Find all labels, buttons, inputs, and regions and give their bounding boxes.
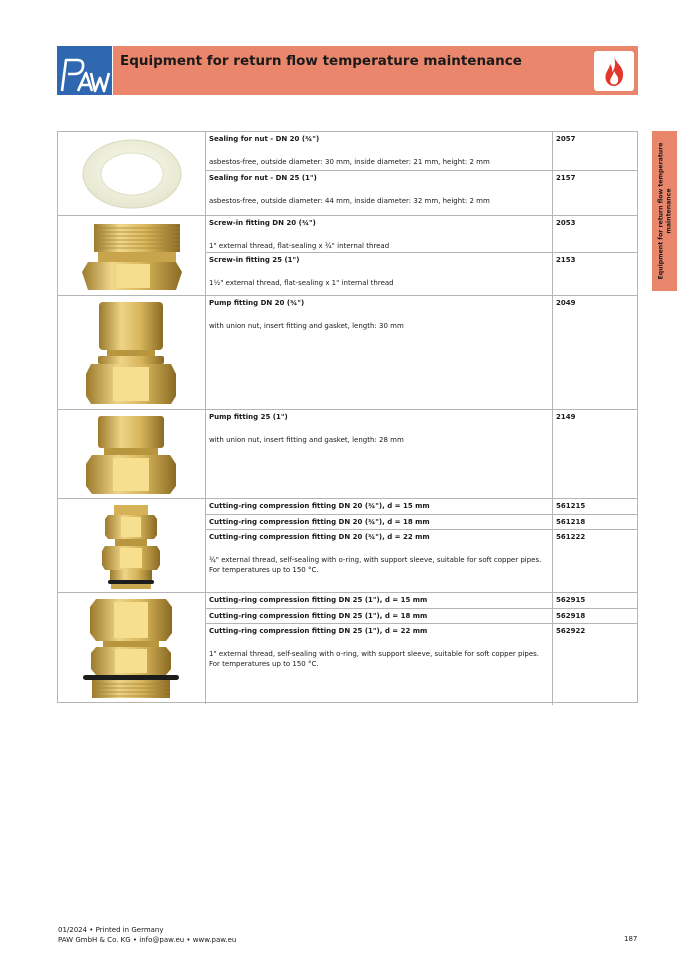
item-code: 2157 (556, 174, 576, 182)
item-title: Cutting-ring compression fitting DN 25 (1"), d = 22 mm (209, 627, 428, 635)
item-description: 1½" external thread, flat-sealing x 1" internal thread (209, 279, 394, 287)
item-title: Sealing for nut - DN 25 (1") (209, 174, 317, 182)
product-group-pump-fitting-20 (58, 295, 637, 410)
footer-line-2: PAW GmbH & Co. KG • info@paw.eu • www.paw.eu (58, 936, 237, 944)
list-item (205, 514, 637, 530)
list-item (205, 410, 637, 499)
item-code: 2057 (556, 135, 576, 143)
product-group-cutting-ring-20 (58, 498, 637, 593)
flame-icon (594, 51, 634, 91)
product-group-cutting-ring-25 (58, 592, 637, 704)
item-code: 561222 (556, 533, 586, 541)
list-item (205, 216, 637, 252)
item-description: asbestos-free, outside diameter: 30 mm, inside diameter: 21 mm, height: 2 mm (209, 158, 490, 166)
item-code: 561218 (556, 518, 586, 526)
list-item (205, 252, 637, 297)
side-tab[interactable] (652, 131, 677, 291)
product-image-cutting-ring-20 (58, 499, 206, 593)
list-item (205, 623, 637, 705)
item-code: 562922 (556, 627, 586, 635)
footer (58, 925, 236, 945)
item-code: 2049 (556, 299, 576, 307)
item-title: Cutting-ring compression fitting DN 25 (1"), d = 15 mm (209, 596, 428, 604)
product-image-sealing (58, 132, 206, 215)
paw-logo (57, 46, 112, 95)
list-item (205, 132, 637, 170)
product-group-sealing (58, 132, 637, 215)
item-title: Cutting-ring compression fitting DN 20 (¾"), d = 18 mm (209, 518, 430, 526)
product-table (57, 131, 638, 703)
list-item (205, 499, 637, 514)
list-item (205, 296, 637, 410)
item-title: Cutting-ring compression fitting DN 20 (¾"), d = 22 mm (209, 533, 430, 541)
product-image-screw-in-fitting (58, 216, 206, 296)
list-item (205, 608, 637, 624)
item-description: with union nut, insert fitting and gasket, length: 28 mm (209, 436, 404, 444)
list-item (205, 593, 637, 608)
item-title: Sealing for nut - DN 20 (¾") (209, 135, 320, 143)
item-title: Cutting-ring compression fitting DN 25 (1"), d = 18 mm (209, 612, 428, 620)
item-description: with union nut, insert fitting and gasket, length: 30 mm (209, 322, 404, 330)
product-image-pump-fitting-25 (58, 410, 206, 499)
item-code: 2153 (556, 256, 576, 264)
list-item (205, 170, 637, 216)
header-bar (113, 46, 638, 95)
item-title: Pump fitting 25 (1") (209, 413, 288, 421)
item-code: 562918 (556, 612, 586, 620)
item-title: Cutting-ring compression fitting DN 20 (¾"), d = 15 mm (209, 502, 430, 510)
item-code: 2149 (556, 413, 576, 421)
item-title: Screw-in fitting DN 20 (¾") (209, 219, 316, 227)
item-description: ¾" external thread, self-sealing with o-ring, with support sleeve, suitable for soft copper pipes. For temperatures up to 150 °C. (209, 556, 542, 574)
item-description: 1" external thread, self-sealing with o-ring, with support sleeve, suitable for soft copper pipes. For temperatures up to 150 °C. (209, 650, 540, 668)
product-group-screw-in (58, 215, 637, 296)
item-code: 562915 (556, 596, 586, 604)
page-title: Equipment for return flow temperature maintenance (120, 53, 522, 69)
item-title: Pump fitting DN 20 (¾") (209, 299, 305, 307)
product-image-cutting-ring-25 (58, 593, 206, 704)
product-group-pump-fitting-25 (58, 409, 637, 499)
item-description: asbestos-free, outside diameter: 44 mm, inside diameter: 32 mm, height: 2 mm (209, 197, 490, 205)
item-title: Screw-in fitting 25 (1") (209, 256, 300, 264)
item-description: 1" external thread, flat-sealing x ¾" internal thread (209, 242, 390, 250)
item-code: 561215 (556, 502, 586, 510)
item-code: 2053 (556, 219, 576, 227)
footer-line-1: 01/2024 • Printed in Germany (58, 926, 164, 934)
page-number: 187 (624, 935, 638, 943)
product-image-pump-fitting-20 (58, 296, 206, 410)
side-tab-label: Equipment for return flow temperature maintenance (656, 142, 672, 280)
list-item (205, 529, 637, 594)
